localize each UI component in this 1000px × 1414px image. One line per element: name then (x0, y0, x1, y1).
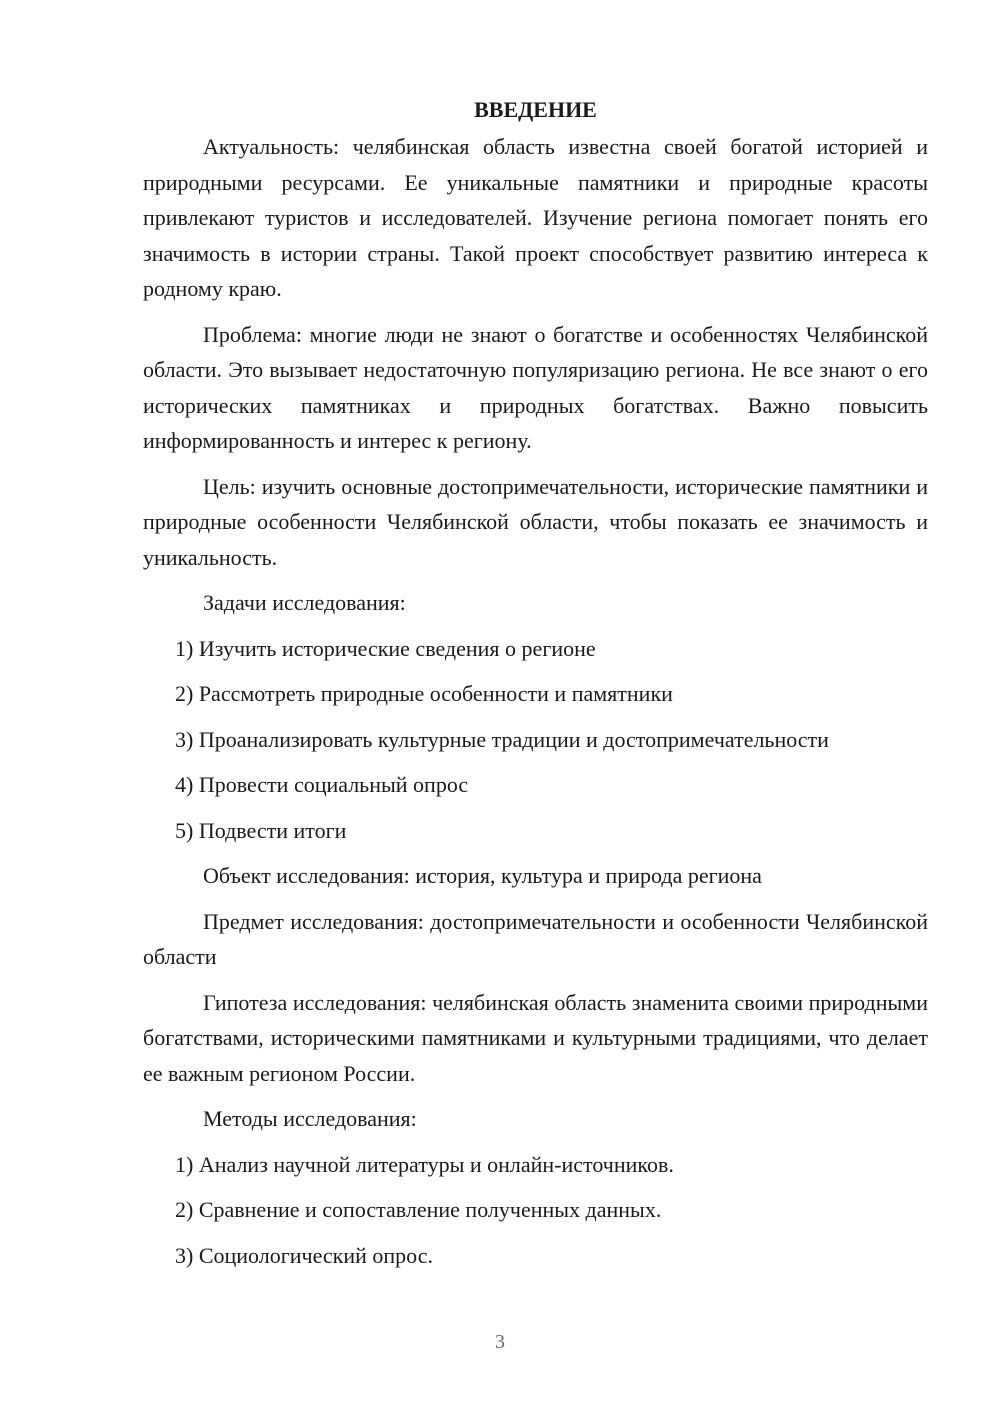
methods-list (143, 1147, 928, 1274)
list-item: 4) Провести социальный опрос (175, 772, 469, 797)
subject-paragraph: Предмет исследования: достопримечательности и особенности Челябинской области (143, 908, 928, 969)
relevance-paragraph: Актуальность: челябинская область известна своей богатой историей и природными ресурсами. Ее уникальные памятники и природные красоты привлекают туристов и исследователей. Изучение региона помогает понять его значимость в истории страны. Такой проект способствует развитию интереса к родному краю. (143, 134, 928, 301)
list-item: 1) Анализ научной литературы и онлайн-источников. (175, 1151, 674, 1177)
list-item: 2) Рассмотреть природные особенности и памятники (175, 681, 673, 706)
page-title: ВВЕДЕНИЕ (474, 97, 597, 122)
object-paragraph: Объект исследования: история, культура и природа региона (203, 863, 762, 888)
document-page (143, 92, 928, 1283)
list-item: 5) Подвести итоги (175, 817, 347, 843)
hypothesis-paragraph: Гипотеза исследования: челябинская область знаменита своими природными богатствами, историческими памятниками и культурными традициями, что делает ее важным регионом России. (143, 989, 928, 1086)
goal-paragraph: Цель: изучить основные достопримечательности, исторические памятники и природные особенности Челябинской области, чтобы показать ее значимость и уникальность. (143, 473, 928, 570)
tasks-list (143, 631, 928, 849)
tasks-heading: Задачи исследования: (203, 590, 406, 615)
list-item: 2) Сравнение и сопоставление полученных данных. (175, 1197, 662, 1222)
list-item: 3) Проанализировать культурные традиции и достопримечательности (175, 726, 829, 752)
methods-heading: Методы исследования: (203, 1106, 417, 1131)
problem-paragraph: Проблема: многие люди не знают о богатстве и особенностях Челябинской области. Это вызывает недостаточную популяризацию региона. Не все знают о его исторических памятниках и природных богатствах. Важно повысить информированность и интерес к региону. (143, 321, 928, 453)
list-item: 3) Социологический опрос. (175, 1242, 433, 1268)
page-number: 3 (495, 1331, 505, 1353)
list-item: 1) Изучить исторические сведения о регионе (175, 635, 596, 661)
